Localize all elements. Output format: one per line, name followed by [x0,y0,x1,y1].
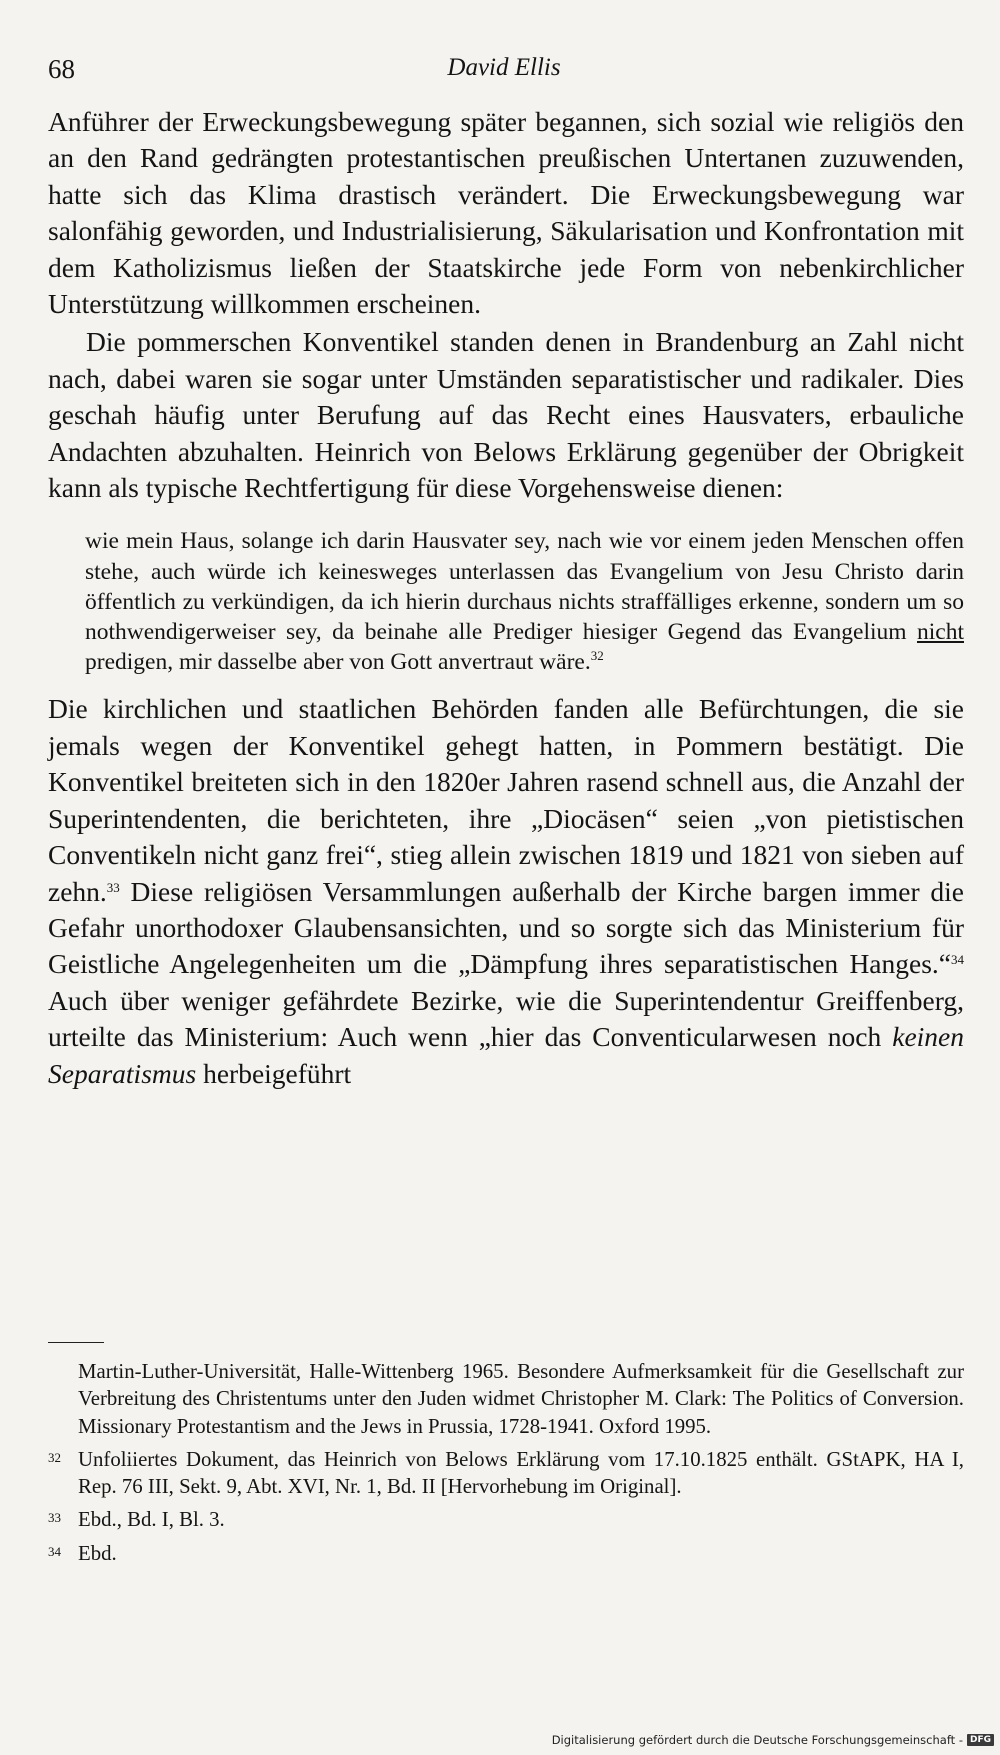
footnote-32-mark: 32 [48,1449,61,1465]
quote-text-a: wie mein Haus, solange ich darin Hausvater sey, nach wie vor einem jeden Menschen offen stehe, auch würde ich keinesweges unterlassen das Evangelium von Jesu Christo darin öffentlich zu verkündigen, da ich hierin durchaus nichts straffälliges erkenne, sondern um so nothwendigerweiser sey, da beinahe alle Prediger hiesiger Gegend das Evangelium [85,528,964,646]
page-header [48,54,960,90]
footnote-34-text: Ebd. [78,1541,117,1565]
dfg-logo: DFG [967,1734,994,1746]
main-text [48,104,964,1092]
footnote-34 [48,1540,964,1567]
footnotes [48,1358,964,1573]
block-quote [85,526,964,677]
paragraph-1: Anführer der Erweckungsbewegung später begannen, sich sozial wie religiös den an den Rand gedrängten protestantischen preußischen Untertanen zuzuwenden, hatte sich das Klima drastisch verändert. Die Erweckungsbewegung war salonfähig geworden, und Industrialisierung, Säkularisation und Konfrontation mit dem Katholizismus ließen der Staatskirche jede Form von nebenkirchlicher Unterstützung willkommen erscheinen. [48,106,964,320]
paragraph-3 [48,691,964,1091]
paragraph-2: Die pommerschen Konventikel standen denen in Brandenburg an Zahl nicht nach, dabei waren sie sogar unter Umständen separatistischer und radikaler. Dies geschah häufig unter Berufung auf das Recht eines Hausvaters, erbauliche Andachten abzuhalten. Heinrich von Belows Erklärung gegenüber der Obrigkeit kann als typische Rechtfertigung für diese Vorgehensweise dienen: [48,326,964,504]
footnote-32-text: Unfoliiertes Dokument, das Heinrich von Belows Erklärung vom 17.10.1825 enthält. GStAPK, HA I, Rep. 76 III, Sekt. 9, Abt. XVI, Nr. 1, Bd. II [Hervorhebung im Original]. [78,1447,964,1499]
footer-text: Digitalisierung gefördert durch die Deutsche Forschungsgemeinschaft - [551,1733,963,1747]
footnote-34-mark: 34 [48,1543,61,1559]
page-number: 68 [48,54,75,84]
paragraph-3-part-b: Diese religiösen Versammlungen außerhalb der Kirche bargen immer die Gefahr unorthodoxer Glaubensansichten, und so sorgte sich das Ministerium für Geistliche Angelegenheiten um die „Dämpfung ihres separatistischen Hanges.“ [48,875,964,980]
quote-underlined-word: nicht [917,619,964,646]
footnote-continued-text: Martin-Luther-Universität, Halle-Wittenberg 1965. Besondere Aufmerksamkeit für die Gesellschaft zur Verbreitung des Christentums unter den Juden widmet Christopher M. Clark: The Politics of Conversion. Missionary Protestantism and the Jews in Prussia, 1728-1941. Oxford 1995. [78,1360,964,1438]
footnote-33-text: Ebd., Bd. I, Bl. 3. [78,1508,225,1532]
footnote-33-mark: 33 [48,1510,61,1526]
paragraph-3-part-c: Auch über weniger gefährdete Bezirke, wie die Superintendentur Greiffenberg, urteilte das Ministerium: Auch wenn „hier das Conventicularwesen noch [48,984,964,1053]
footnote-33 [48,1506,964,1533]
footnote-ref-34: 34 [951,952,964,968]
running-head: David Ellis [447,54,561,81]
footnote-continued [48,1358,964,1440]
digitization-footer [552,1733,994,1747]
paragraph-3-italic: keinen Separatismus [48,1021,964,1089]
footnote-32 [48,1446,964,1501]
paragraph-3-part-a: Die kirchlichen und staatlichen Behörden fanden alle Befürchtungen, die sie jemals wegen der Konventikel gehegt hatten, in Pommern bestätigt. Die Konventikel breiteten sich in den 1820er Jahren rasend schnell aus, die Anzahl der Superintendenten, die berichteten, ihre „Diocäsen“ seien „von pietistischen Conventikeln nicht ganz frei“, stieg allein zwischen 1819 und 1821 von sieben auf zehn. [48,693,964,907]
paragraph-3-part-d: herbeigeführt [196,1057,352,1089]
footnote-ref-32: 32 [590,648,604,664]
footnote-rule [48,1342,104,1343]
quote-text-b: predigen, mir dasselbe aber von Gott anvertraut wäre. [85,649,591,676]
footnote-ref-33: 33 [106,879,120,895]
